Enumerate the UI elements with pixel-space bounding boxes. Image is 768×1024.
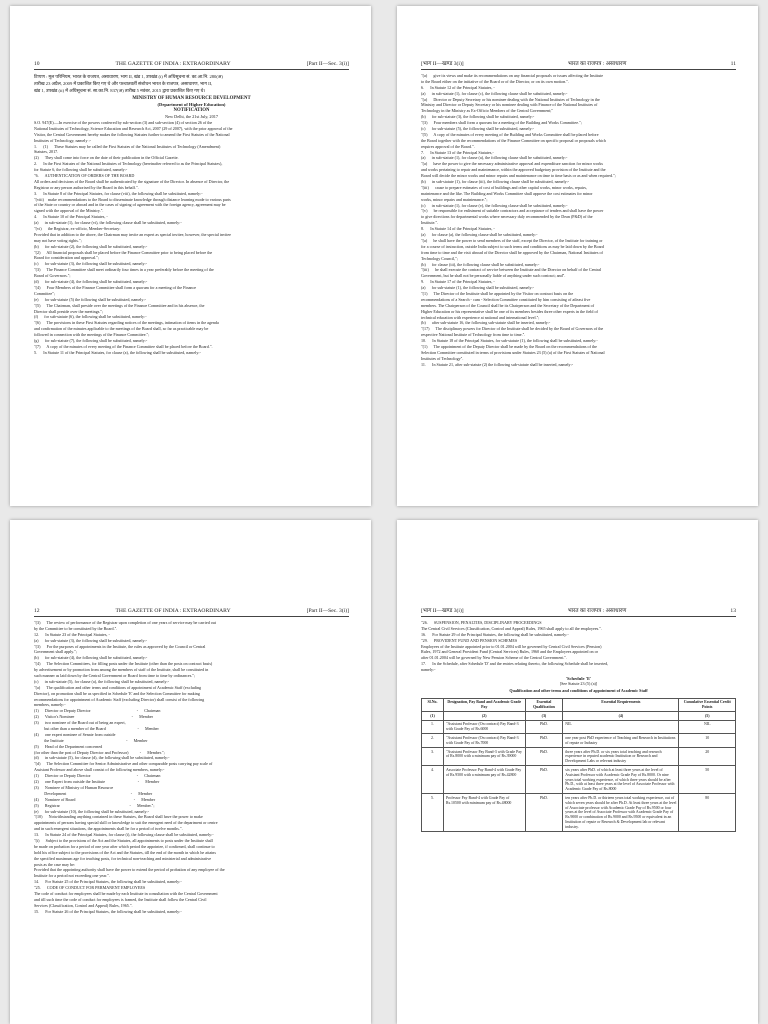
notification-date: New Delhi, the 21st July, 2017 [164,114,219,119]
text-line: (a) in sub-statute (1), for clause (a), the following clause shall be substituted, namely:- [421,155,568,161]
gazette-page-12 [10,520,371,1024]
text-line: (2) Visitor's Nominee - Member [34,714,154,720]
schedule-title: 'Schedule 'E' [565,676,592,682]
text-line: (a) in sub-statute (1), for clause (c), the following clause shall be substituted, namely:- [421,90,568,96]
column-header: Cumulative Essential Credit Points [679,698,736,712]
text-line: Government, but he shall not be personally liable of anything under such contract; and". [421,273,566,279]
text-line: to the Board either on the initiative of the Board or of the Director, or on its own motion.". [421,78,570,84]
text-line: "(iii) he shall execute the contract of service between the Institute and the Director on behalf of the Central [421,267,602,273]
text-line: (b) for sub-statute (3), the following shall be substituted, namely:- [421,114,535,120]
text-line: "(7) A copy of the minutes of every meeting of the Finance Committee shall be placed before the Board.". [34,343,213,349]
text-line: and confirmation of the minutes applicable to the meetings of the Board shall, so far as practicable may be [34,326,209,332]
text-line: Visitor, the Central Government hereby makes the following Statutes further to amend the First Statutes of the National [34,131,230,137]
text-line: "(viii) make recommendations to the Board to disseminate knowledge through distance learning mode to various parts [34,196,231,202]
text-line: 1. (1) These Statutes may be called the First Statutes of the National Institutes of Technology (Amendment) [34,143,221,149]
text-line: followed in connection with the meetings of the Finance Committee."; [34,332,150,338]
text-line: 10. In Statute 18 of the Principal Statutes, for sub-statute (1), the following shall be substituted, namely:- [421,338,598,344]
text-line: Higher Education or his representative shall be one of its members besides three other experts in the field of [421,308,598,314]
text-line: Statutes, 2017. [34,149,59,155]
column-index: (5) [679,712,736,721]
text-line: 11. In Statute 21, after sub-statute (2) the following sub-statute shall be inserted, namely:- [421,361,574,367]
text-line: Institute for a period not exceeding one year.". [34,873,110,879]
table-cell: PhD. [525,720,563,734]
column-index: (3) [525,712,563,721]
text-line: (c) in sub-statute (5), for clause (a), the following shall be substituted, namely:- [34,678,170,684]
hindi-line: टिप्पण : मूल परिनियम, भारत के राजपत्र, असाधारण, भाग II, खंड 1, उपखंड (i) में अधिसूचना सं. का.आ.नि. 280(अ) [34,74,223,79]
text-line: "(3) For the purposes of appointments in the Institute, the rules as approved by the Council or Central [34,643,206,649]
table-cell: PhD. [525,748,563,766]
text-line: "(5) A copy of the minutes of every meeting of the Building and Works Committee shall be placed before [421,131,599,137]
page-body [34,120,349,355]
text-line: (1) Director or Deputy Director - Chairman [34,773,161,779]
page-number: 12 [34,608,40,614]
text-line: by the Committee to be constituted by the Board.". [34,625,118,631]
page-body [421,620,736,672]
text-line: requires approval of the Board.". [421,143,475,149]
gazette-page-13 [397,520,758,1024]
text-line: appointments of persons having special skill or knowledge to suit the emergent need of the department or centre [34,820,218,826]
text-line: Provided that in addition to the above, the Chairman may invite an expert as special invitee, however, the special invitee [34,231,231,237]
gazette-title: THE GAZETTE OF INDIA : EXTRAORDINARY [115,61,231,67]
text-line: but other than a member of the Board - Member [34,726,159,732]
text-line: "(vi) the Registrar, ex-officio, Member-Secretary: [34,226,121,232]
text-line: Development - Member [34,790,153,796]
text-line: (b) for clause (iii), the following clause shall be substituted, namely:- [421,261,540,267]
table-cell: three years after Ph.D. or six years total teaching and research experience in reputed academic Institution or Research and Development Labs or relevant industry [563,748,679,766]
text-line: 5. In Statute 11 of the Principal Statutes, for clause (a), the following shall be substituted, namely:- [34,349,201,355]
part-section: [भाग II—खण्ड 3(i)] [421,61,464,67]
table-row [422,734,736,748]
department-title: (Department of Higher Education) [157,102,226,107]
text-line: for Statute 6, the following shall be substituted, namely:- [34,167,128,173]
text-line: (c) in sub-statute (1), for clause (v), the following clause shall be substituted, namely:- [421,202,568,208]
gazette-title: भारत का राजपत्र : असाधारण [567,61,627,67]
text-line: 17. In the Schedule, after Schedule 'D' and the entries relating thereto, the following Schedule shall be inserted, [421,661,609,667]
table-cell: "Assistant Professor (On contract) Pay Band-3 with Grade Pay of Rs.6000 [443,720,525,734]
text-line: members, namely:- [34,702,66,708]
table-cell: PhD. [525,766,563,794]
schedule-table [421,698,736,833]
table-cell: "Assistant Professor Pay Band-3 with Grade Pay of Rs.8000 with a minimum pay of Rs.39000 [443,748,525,766]
text-line: Employees of the Institute appointed prior to 01.01.2004 will be governed by Central Civil Services (Pension) [421,643,602,649]
text-line: Provided that the appointing authority shall have the power to extend the period of probation of any employee of the [34,867,225,873]
text-line: Board will decide the minor works and minor repairs and maintenance on time to time basis or as and when required."; [421,173,616,179]
text-line: Rules, 1972 and General Provident Fund (Central Services) Rules, 1960 and the Employees appointed on or [421,649,599,655]
text-line: maintenance and the like. The Building and Works Committee shall approve the cost estimates for minor [421,190,593,196]
text-line: 12. In Statute 23 of the Principal Statutes, - [34,631,110,637]
text-line: Ministry and Director or Deputy Secretary or his nominee dealing with Finance of the National Institutes of [421,102,598,108]
text-line: 7. In Statute 13 of the Principal Statutes,- [421,149,494,155]
table-index-row [422,712,736,721]
text-line: The Central Civil Services (Classification, Control and Appeal) Rules, 1965 shall apply to all the employees.". [421,625,602,631]
page-header [421,608,736,617]
text-line: the Board together with the recommendations of the Finance Committee on specific proposal or proposals which [421,137,606,143]
table-cell: 20 [679,748,736,766]
text-line: to give directions for departmental works where necessary duly recommended by the Dean (P&D) of the [421,214,593,220]
text-line: technical education with experience at national and international level."; [421,314,540,320]
text-line: (b) for sub-statute (4), the following shall be substituted, namely:- [34,655,148,661]
text-line: Services (Classification, Control and Appeal) Rules, 1965.". [34,902,133,908]
table-row [422,720,736,734]
text-line: "(1) The Director of the Institute shall be appointed by the Visitor on contract basis on the [421,290,574,296]
text-line: (e) for sub-statute (5) the following shall be substituted, namely:- [34,296,146,302]
part-section: [भाग II—खण्ड 3(i)] [421,608,464,614]
text-line: Board of Governors."; [34,273,71,279]
text-line: Registrar or any person authorised by the Board in this behalf.". [34,184,139,190]
text-line: (d) in sub-statute (5), for clause (d), the following shall be substituted, namely:- [34,755,170,761]
text-line: (3) two nominee of the Board out of being an expert, [34,720,126,726]
text-line: (c) for sub-statute (5), the following shall be substituted, namely:- [421,126,535,132]
text-line: Director shall preside over the meetings."; [34,308,104,314]
text-line: 15. For Statute 26 of the Principal Statutes, the following shall be substituted, namely:- [34,908,182,914]
text-line: "(a) Director or Deputy Secretary or his nominee dealing with the National Institutes of Technology in the [421,96,600,102]
text-line: Committee"; [34,290,56,296]
table-cell: Professor Pay Band-4 with Grade Pay of Rs.10500 with minimum pay of Rs.48000 [443,794,525,832]
text-line: and till such time the code of conduct for employees is framed, the Institute shall follow the Central Civil [34,896,207,902]
text-line: Institute.". [421,220,439,226]
text-line: (2) one Expert from outside the Institute - Member [34,779,160,785]
text-line: Technology Council,"; [421,255,459,261]
text-line: by advertisement or by promotion from among the members of staff of the Institute, shall be constituted in [34,667,209,673]
page-body [421,73,736,367]
text-line: 16. For Statute 29 of the Principal Statutes, the following shall be substituted, namely:- [421,631,569,637]
text-line: for a course of instruction, outside India subject to such terms and conditions as may be laid down by the Board [421,243,604,249]
page-header [421,61,736,70]
text-line: 9. In Statute 17 of the Principal Statutes, - [421,279,495,285]
table-cell: 50 [679,766,736,794]
text-line: The code of conduct for employees shall be made by each Institute in consultation with the Central Government [34,890,218,896]
text-line: Director), on promotion shall be as specified in Schedule 'E' and the Selection Committee for making [34,690,200,696]
text-line: posts as the case may be: [34,861,76,867]
text-line: signed with the approval of the Ministry.". [34,208,104,214]
table-cell: 1. [422,720,444,734]
text-line: and works pertaining to repair and maintenance, within the approved budgetary provision of the Institute and the [421,167,606,173]
text-line: Board for consideration and approval."; [34,255,99,261]
text-line: such manner as laid down by the Central Government or Board from time to time by ordinances."; [34,673,196,679]
hindi-line: खंड 1, उपखंड (ii) में अधिसूचना सं. सा.का.नि. 837(अ) तारीख 5 नवंबर, 2015 द्वारा प्रकाशित किए गए थे। [34,88,206,93]
text-line: "(a) give its views and make its recommendations on any financial proposals or issues affecting the Institute [421,73,604,78]
table-cell: "Assistant Professor (On contract) Pay Band-3 with Grade Pay of Rs.7000 [443,734,525,748]
text-line: "(a) The qualification and other terms and conditions of appointment of Academic Staff (excluding [34,684,202,690]
text-line: "(5) The Chairman, shall preside over the meetings of the Finance Committee and in his absence, the [34,302,205,308]
table-cell: PhD. [525,734,563,748]
text-line: the specified maximum age for teaching posts, for technical non-teaching and ministerial and administrative [34,855,212,861]
text-line: (4) one expert nominee of Senate from outside [34,731,116,737]
text-line: (g) for sub-statute (7), the following shall be substituted, namely:- [34,337,148,343]
text-line: All orders and decisions of the Board shall be authenticated by the signature of the Director. In absence of Director, the [34,178,230,184]
text-line: "(10) Notwithstanding anything contained in these Statutes, the Board shall have the power to make [34,814,203,820]
column-header: Essential Requirements [563,698,679,712]
notification-title: NOTIFICATION [173,108,210,113]
text-line: "(3) The Finance Committee shall meet ordinarily four times in a year preferably before the meeting of the [34,267,214,273]
text-line: "(3) Four members shall form a quorum for a meeting of the Building and Works Committee."; [421,120,582,126]
column-index: (4) [563,712,679,721]
table-cell: 3. [422,748,444,766]
table-cell: 4. [422,766,444,794]
column-header: Designation, Pay Band and Academic Grade Pay [443,698,525,712]
text-line: after 01.01.2004 will be governed by New Pension Scheme of the Central Government.". [421,655,568,661]
text-line: "25. CODE OF CONDUCT FOR PERMANENT EMPLOYEES [34,885,146,891]
text-line: "(d) The Selection Committee for Senior Administrative and other comparable posts carrying pay scale of [34,761,213,767]
table-header-row [422,698,736,712]
text-line: "6. AUTHENTICATION OF ORDERS OF THE BOARD [34,173,135,179]
column-index: (1) [422,712,444,721]
text-line: "(4) The Selection Committees, for filling posts under the Institute (other than the posts on contract basis) [34,661,213,667]
text-line: (1) Director or Deputy Director - Chairman [34,708,161,714]
text-line: "(v) be responsible for enlistment of suitable contractors and acceptance of tenders and shall have the power [421,208,604,214]
text-line: 8. In Statute 14 of the Principal Statutes, - [421,226,495,232]
text-line: 3. In Statute 8 of the Principal Statutes, for clause (viii), the following shall be substituted, namely:- [34,190,203,196]
schedule-reference: [See Statute 23 (5) (a)] [559,681,598,687]
hindi-line: तारीख 23 अप्रैल, 2009 में प्रकाशित किए गए थे और पश्चातवर्ती संशोधन भारत के राजपत्र, असाधारण, भाग II, [34,81,213,86]
text-line: "(6) The provisions in these First Statutes regarding notices of the meetings, intimation of items in the agenda [34,320,219,326]
table-row [422,766,736,794]
table-cell: Associate Professor Pay Band-4 with Grade Pay of Rs.9500 with a minimum pay of Rs.42800 [443,766,525,794]
gazette-title: भारत का राजपत्र : असाधारण [567,608,627,614]
text-line: (5) Head of the Department concerned [34,743,103,749]
text-line: (b) after sub-statute 16, the following sub-statute shall be inserted, namely:- [421,320,551,326]
page-header [34,608,349,617]
text-line: Technology in the Ministry as Ex-Officio Members of the Central Government;" [421,108,554,114]
ministry-title: MINISTRY OF HUMAN RESOURCE DEVELOPMENT [132,96,251,101]
column-index: (2) [443,712,525,721]
text-line: (c) for sub-statute (3), the following shall be substituted, namely:- [34,261,148,267]
text-line: "26. SUSPENSION, PENALTIES, DISCIPLINARY PROCEEDINGS [421,620,542,625]
text-line: (3) Nominee of Ministry of Human Resource [34,784,114,790]
text-line: namely:- [421,667,436,673]
text-line: "29. PROVIDENT FUND AND PENSION SCHEMES [421,637,518,643]
text-line: (b) for sub-statute (2), the following shall be substituted, namely:- [34,243,148,249]
text-line: (5) Registrar - Member."; [34,802,155,808]
schedule-table-body [422,720,736,831]
text-line: (2) They shall come into force on the date of their publication in the Official Gazette. [34,155,179,161]
text-line: (a) for clause (a), the following clause shall be substituted, namely:- [421,232,538,238]
text-line: of the State or country or abroad and in the cases of signing of agreement with the foreign agency, agreement may be [34,202,226,208]
text-line: from time to time and the visit abroad of the Director shall be approved by the Chairman, National Institutes of [421,249,603,255]
text-line: (a) in sub-statute (1), for clause (vi), the following clause shall be substituted, namely:- [34,220,182,226]
text-line: 4. In Statute 10 of the Principal Statutes, - [34,214,108,220]
hindi-note [34,73,349,94]
gazette-title: THE GAZETTE OF INDIA : EXTRAORDINARY [115,608,231,614]
text-line: "(i) Subject to the provisions of the Act and the Statutes, all appointments to posts under the Institute shall [34,837,213,843]
text-line: may not have voting rights."; [34,237,82,243]
text-line: "(iii) cause to prepare estimates of cost of buildings and other capital works, minor works, repairs, [421,184,587,190]
page-number: 10 [34,61,40,67]
table-row [422,748,736,766]
text-line: (a) for sub-statute (3), the following shall be substituted, namely:- [34,637,148,643]
text-line: (f) for sub-statute (6), the following shall be substituted, namely:- [34,314,147,320]
schedule-heading: Qualification and other terms and conditions of appointment of Academic Staff [509,688,648,694]
text-line: 13. In Statute 24 of the Principal Statutes, for clause (i), the following clause shall be substituted, namely:- [34,832,214,838]
table-cell: ten years after Ph.D. or thirteen years total working experience, out of which seven years should be after Ph.D. At least three years at the level of Associate professor with Academic Grade Pay of Rs.9500 or four years at the level of Associate Professor with Academic Grade Pay of Rs.9000 or combination of Rs.9000 and Rs.9500 or equivalent in an Institution of repute or Research & Development lab or relevant industry. [563,794,679,832]
text-line: "(1) The appointment of the Deputy Director shall be made by the Board on the recommendations of the [421,343,597,349]
table-cell: 5. [422,794,444,832]
text-line: 2. In the First Statutes of the National Institutes of Technology (hereinafter referred to as the Principal Statutes), [34,161,223,167]
text-line: respective National Institute of Technology from time to time.". [421,332,526,338]
text-line: recommendations of a Search - cum - Selection Committee constituted by him consisting of atleast five [421,296,591,302]
text-line: "(a) he shall have the power to send members of the staff, except the Director, of the Institute for training or [421,237,603,243]
text-line: (d) for sub-statute (4), the following shall be substituted, namely:- [34,279,148,285]
text-line: the Institute - Member [34,737,148,743]
table-cell: NIL [563,720,679,734]
page-body [34,620,349,914]
text-line: "(17) The disciplinary powers for Director of the Institute shall be decided by the Board of Governors of the [421,326,604,332]
text-line: "(a) have the power to give the necessary administrative approval and expenditure sanction for minor works [421,161,603,167]
text-line: be made on probation for a period of one year after which period the appointee, if confirmed, shall continue to [34,843,215,849]
gazette-page-10 [10,6,371,506]
page-number: 11 [730,61,736,67]
table-cell: 10 [679,734,736,748]
text-line: members. The Chairperson of the Council shall be its Chairperson and the Secretary of the Department of [421,302,595,308]
column-header: Sl.No. [422,698,444,712]
table-row [422,794,736,832]
text-line: (b) in sub-statute (1), for clause (iii), the following clause shall be substituted, namely:- [421,179,570,185]
text-line: Government shall apply."; [34,649,77,655]
text-line: National Institutes of Technology, Science Education and Research Act, 2007 (29 of 2007), with the prior approval of the [34,125,233,131]
text-line: "(4) Four Members of the Finance Committee shall form a quorum for a meeting of the Finance [34,284,197,290]
text-line: and in such emergent situations, the appointments shall be for a period of twelve months.". [34,826,183,832]
text-line: works, minor repairs and maintenance."; [421,196,488,202]
text-line: recommendations for appointment of Academic Staff (excluding Director) shall consist of the following [34,696,205,702]
page-header [34,61,349,70]
text-line: S.O. 947(E).—In exercise of the powers conferred by sub-section (3) and sub-section (4) of section 26 of the [34,120,213,125]
page-number: 13 [730,608,736,614]
table-cell: 80 [679,794,736,832]
table-cell: PhD. [525,794,563,832]
text-line: (a) for sub-statute (1), the following shall be substituted, namely:- [421,285,535,291]
part-section: [Part II—Sec. 3(i)] [306,61,349,67]
text-line: Institutes of Technology". [421,355,464,361]
text-line: (e) for sub-statute (10), the following shall be substituted, namely:- [34,808,150,814]
table-cell: 2. [422,734,444,748]
text-line: Assistant Professor and above shall consist of the following members, namely:- [34,767,165,773]
text-line: 6. In Statute 12 of the Principal Statutes, - [421,84,495,90]
table-cell: one year post PhD experience of Teaching and Research in Institutions of repute or Industry [563,734,679,748]
text-line: Institutes of Technology, namely :- [34,137,92,143]
column-header: Essential Qualification [525,698,563,712]
text-line: "(3) The review of performance of the Registrar upon completion of one years of service may be carried out [34,620,216,625]
gazette-page-11 [397,6,758,506]
text-line: (4) Nominee of Board - Member [34,796,156,802]
text-line: "(2) All financial proposals shall be placed before the Finance Committee prior to being placed before the [34,249,213,255]
text-line: 14. For Statute 25 of the Principal Statutes, the following shall be substituted, namely:- [34,879,182,885]
table-cell: six years after PhD. of which at least three years at the level of Assistant Professor with Academic Grade Pay of Rs.8000. Or nine years total working experience, of which three years should be after Ph.D., with at least three years at the level of Associate Professor with Academic Grade Pay of Rs.8000 [563,766,679,794]
text-line: (for other than the post of Deputy Director and Professor) - Member."; [34,749,165,755]
table-cell: NIL [679,720,736,734]
text-line: Selection Committee constituted in terms of provisions under Statutes 23 (5) (a) of the First Statutes of National [421,349,605,355]
part-section: [Part II—Sec. 3(i)] [306,608,349,614]
text-line: hold his office subject to the provisions of the Act and the Statutes, till the end of the month in which he attains [34,849,216,855]
